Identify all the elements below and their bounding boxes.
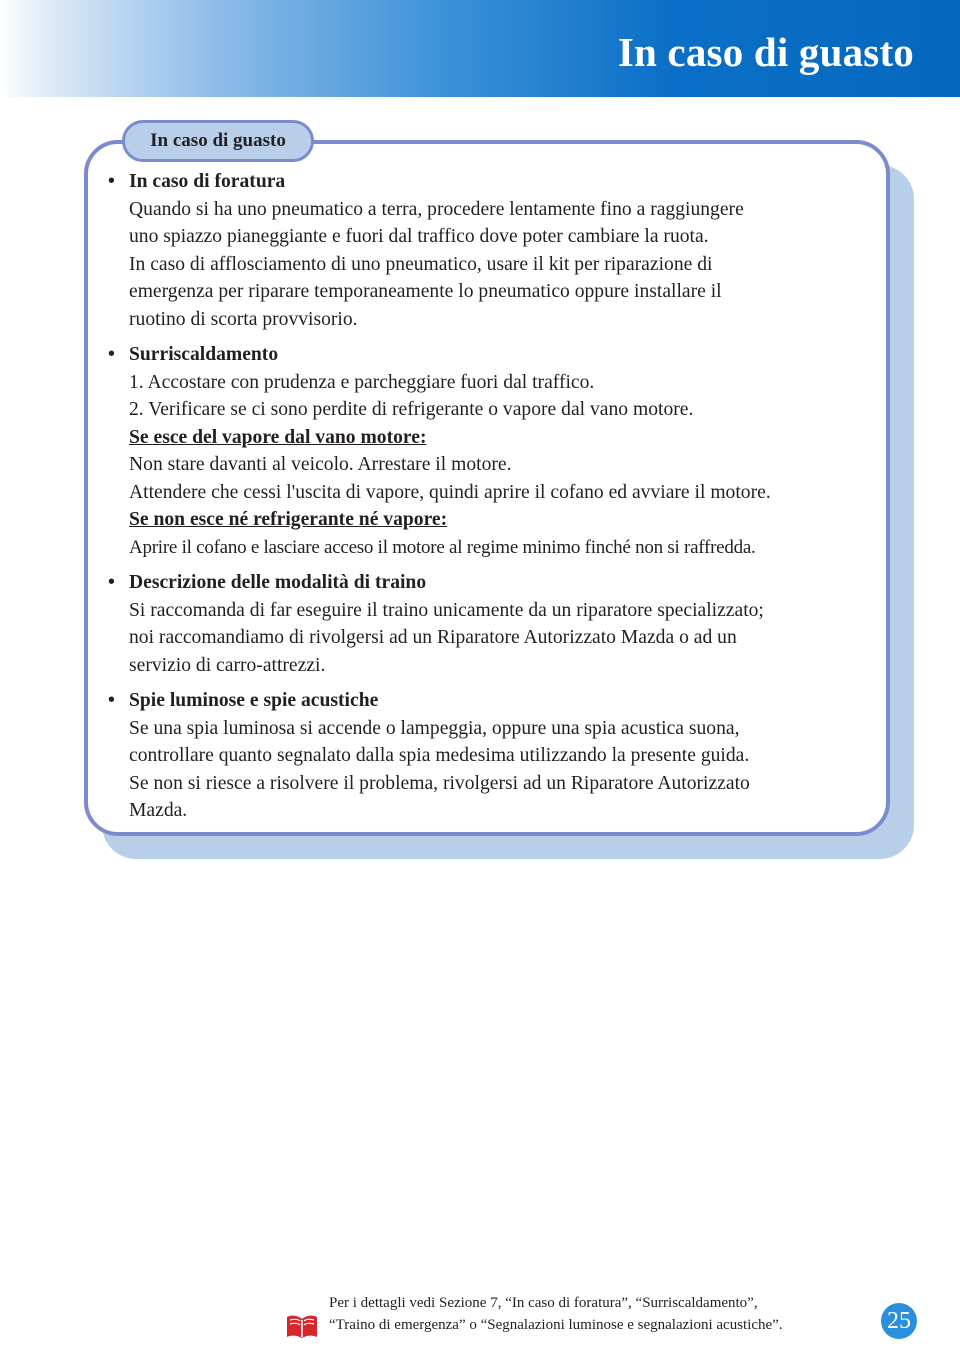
body-line: In caso di afflosciamento di uno pneumatico, usare il kit per riparazione di [129,253,713,275]
body-line: Se non si riesce a risolvere il problema, rivolgersi ad un Riparatore Autorizzato [129,772,750,794]
bullet: • [108,344,115,365]
panel-tab-label: In caso di guasto [122,120,314,162]
section-title: Surriscaldamento [129,344,279,365]
section-title: Descrizione delle modalità di traino [129,572,427,593]
section-foratura [108,168,878,333]
body-line: Se una spia luminosa si accende o lampeggia, oppure una spia acustica suona, [129,717,740,739]
page-title: In caso di guasto [617,29,914,75]
footer-reference [329,1292,869,1336]
body-line: Mazda. [129,800,188,821]
page-number-badge: 25 [881,1303,917,1339]
subheading-vapore: Se esce del vapore dal vano motore: [129,426,427,448]
body-line: controllare quanto segnalato dalla spia medesima utilizzando la presente guida. [129,745,750,766]
body-line: 2. Verificare se ci sono perdite di refrigerante o vapore dal vano motore. [129,399,694,420]
body-line: Non stare davanti al veicolo. Arrestare il motore. [129,454,512,475]
bullet: • [108,690,115,711]
subheading-no-vapore: Se non esce né refrigerante né vapore: [129,509,448,530]
body-line: ruotino di scorta provvisorio. [129,308,358,330]
body-line: servizio di carro-attrezzi. [129,654,326,676]
section-title: In caso di foratura [129,171,286,192]
body-line: Si raccomanda di far eseguire il traino unicamente da un riparatore specializzato; [129,599,764,621]
body-line: Aprire il cofano e lasciare acceso il motore al regime minimo finché non si raffredda. [129,536,756,558]
body-line: Attendere che cessi l'uscita di vapore, quindi aprire il cofano ed avviare il motore. [129,481,771,503]
panel-content [108,168,878,833]
footer-line: “Traino di emergenza” o “Segnalazioni luminose e segnalazioni acustiche”. [329,1317,783,1333]
body-line: emergenza per riparare temporaneamente lo pneumatico oppure installare il [129,281,722,302]
footer-line: Per i dettagli vedi Sezione 7, “In caso di foratura”, “Surriscaldamento”, [329,1295,758,1311]
body-line: noi raccomandiamo di rivolgersi ad un Riparatore Autorizzato Mazda o ad un [129,627,737,648]
bullet: • [108,572,115,593]
body-line: uno spiazzo pianeggiante e fuori dal traffico dove poter cambiare la ruota. [129,226,709,247]
section-traino [108,569,878,679]
body-line: 1. Accostare con prudenza e parcheggiare fuori dal traffico. [129,371,595,393]
book-icon [286,1313,318,1339]
bullet: • [108,171,115,192]
body-line: Quando si ha uno pneumatico a terra, procedere lentamente fino a raggiungere [129,198,744,220]
section-spie [108,687,878,825]
section-title: Spie luminose e spie acustiche [129,690,379,711]
section-surriscaldamento [108,341,878,561]
